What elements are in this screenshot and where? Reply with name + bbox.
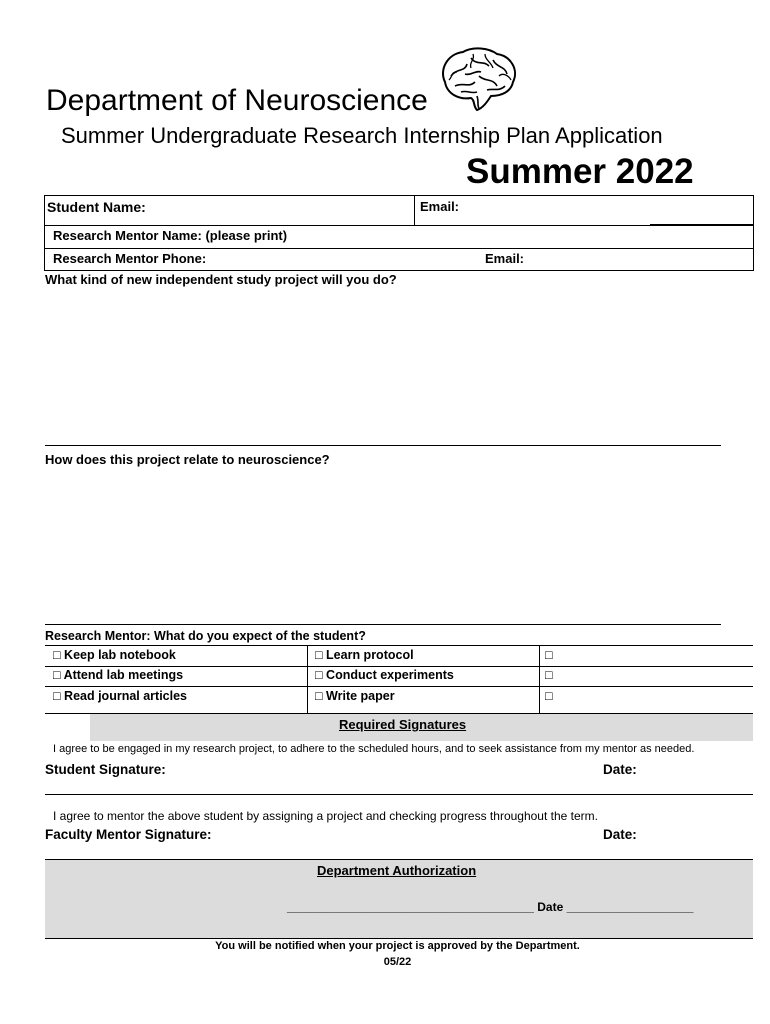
brain-icon bbox=[437, 46, 519, 114]
checkbox-icon[interactable]: □ bbox=[53, 668, 61, 682]
checkbox-icon[interactable]: □ bbox=[53, 689, 61, 703]
authorization-signature-line[interactable]: _____________________________________ Date ___________________ bbox=[287, 900, 694, 914]
term-heading: Summer 2022 bbox=[466, 152, 694, 191]
expectation-other-3[interactable] bbox=[545, 689, 553, 703]
department-title: Department of Neuroscience bbox=[46, 84, 428, 117]
neuroscience-answer-area[interactable] bbox=[49, 472, 719, 620]
student-date-field[interactable] bbox=[642, 760, 752, 790]
expectation-learn-protocol[interactable]: □ Learn protocol bbox=[315, 648, 414, 662]
mentor-phone-label: Research Mentor Phone: bbox=[53, 251, 207, 266]
required-signatures-title: Required Signatures bbox=[339, 717, 467, 732]
student-email-label: Email: bbox=[420, 199, 460, 214]
mentor-email-label: Email: bbox=[485, 251, 525, 266]
department-authorization-title: Department Authorization bbox=[317, 863, 477, 878]
expectation-other-1[interactable] bbox=[545, 648, 553, 662]
faculty-date-field[interactable] bbox=[642, 825, 752, 855]
student-agreement-text: I agree to be engaged in my research project, to adhere to the scheduled hours, and to seek assistance from my mentor as needed. bbox=[53, 743, 695, 755]
expectation-attend-lab-meetings[interactable]: □ Attend lab meetings bbox=[53, 668, 184, 682]
faculty-signature-label: Faculty Mentor Signature: bbox=[45, 827, 212, 842]
faculty-signature-field[interactable] bbox=[220, 825, 590, 855]
question-project: What kind of new independent study project will you do? bbox=[45, 272, 397, 287]
checkbox-icon[interactable]: □ bbox=[315, 648, 323, 662]
student-date-label: Date: bbox=[603, 762, 637, 777]
checkbox-icon[interactable]: □ bbox=[315, 689, 323, 703]
checkbox-icon[interactable]: □ bbox=[53, 648, 61, 662]
expectation-other-2[interactable] bbox=[545, 668, 553, 682]
checkbox-icon[interactable]: □ bbox=[545, 668, 553, 682]
faculty-agreement-text: I agree to mentor the above student by assigning a project and checking progress throughout the term. bbox=[53, 809, 598, 823]
mentor-name-label: Research Mentor Name: (please print) bbox=[53, 228, 288, 243]
checkbox-icon[interactable]: □ bbox=[545, 689, 553, 703]
form-version: 05/22 bbox=[383, 956, 412, 968]
checkbox-icon[interactable]: □ bbox=[545, 648, 553, 662]
student-name-label: Student Name: bbox=[47, 199, 146, 215]
question-neuroscience: How does this project relate to neuroscience? bbox=[45, 452, 330, 467]
expectation-read-journal-articles[interactable]: □ Read journal articles bbox=[53, 689, 188, 703]
question-expectations: Research Mentor: What do you expect of the student? bbox=[45, 629, 366, 643]
page-subtitle: Summer Undergraduate Research Internship Plan Application bbox=[61, 123, 663, 148]
expectation-keep-lab-notebook[interactable]: □ Keep lab notebook bbox=[53, 648, 176, 662]
project-answer-area[interactable] bbox=[49, 292, 719, 442]
approval-notice: You will be notified when your project is approved by the Department. bbox=[215, 940, 580, 952]
expectation-write-paper[interactable]: □ Write paper bbox=[315, 689, 395, 703]
faculty-date-label: Date: bbox=[603, 827, 637, 842]
checkbox-icon[interactable]: □ bbox=[315, 668, 323, 682]
student-signature-field[interactable] bbox=[170, 760, 590, 790]
student-signature-label: Student Signature: bbox=[45, 762, 166, 777]
expectation-conduct-experiments[interactable]: □ Conduct experiments bbox=[315, 668, 454, 682]
